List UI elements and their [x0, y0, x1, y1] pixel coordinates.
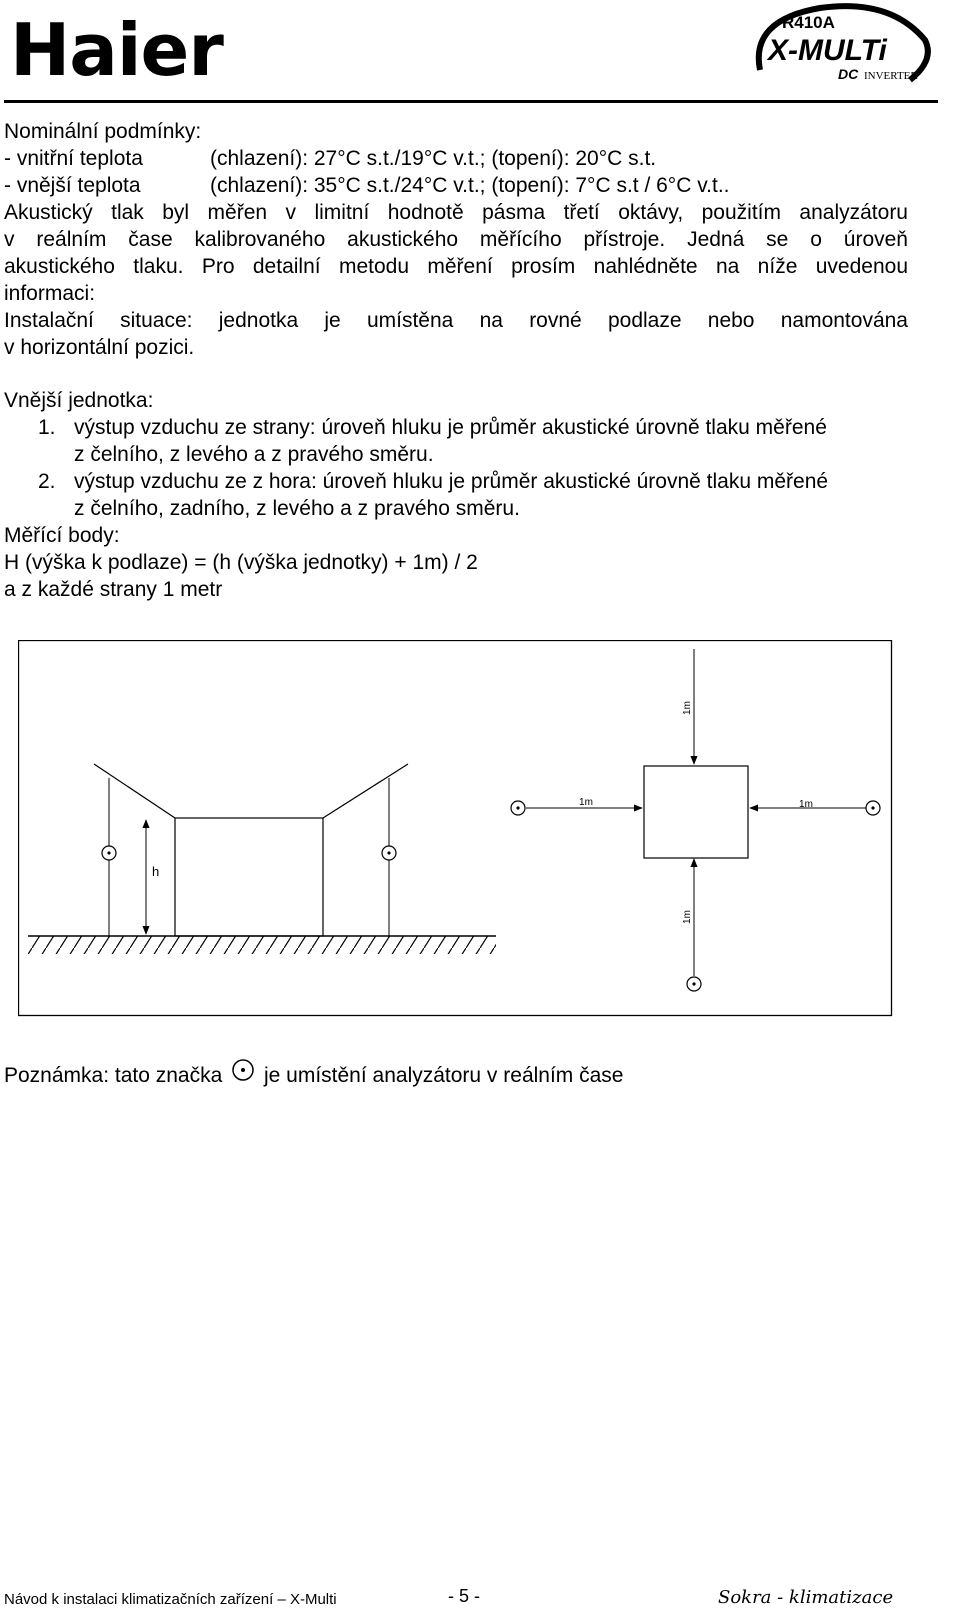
list-item: výstup vzduchu ze z hora: úroveň hluku je průměr akustické úrovně tlaku měřené — [74, 470, 829, 493]
paragraph-line: Instalační situace: jednotka je umístěna na rovné podlaze nebo namontována — [4, 309, 908, 332]
footer-company: Sokra - klimatizace — [718, 1587, 894, 1608]
haier-logo: Haier — [10, 8, 223, 92]
footer-title: Návod k instalaci klimatizačních zařízení – X-Multi — [4, 1591, 337, 1608]
formula: H (výška k podlaze) = (h (výška jednotky) + 1m) / 2 — [4, 551, 478, 574]
header-rule — [4, 100, 938, 103]
each-side-note: a z každé strany 1 metr — [4, 578, 223, 601]
airflow-left — [94, 764, 175, 818]
height-label: h — [152, 864, 160, 879]
outdoor-temp-value: (chlazení): 35°C s.t./24°C v.t.; (topení): 7°C s.t / 6°C v.t.. — [210, 174, 730, 197]
outdoor-unit-side — [175, 818, 323, 936]
list-item-number: 2. — [38, 470, 56, 493]
product-label: X-MULTi — [768, 34, 887, 67]
analyzer-symbol — [511, 801, 525, 815]
list-item: z čelního, zadního, z levého a z pravého směru. — [74, 497, 520, 520]
airflow-right — [323, 764, 408, 818]
outdoor-unit-title: Vnější jednotka: — [4, 389, 154, 412]
analyzer-symbol — [382, 846, 396, 860]
distance-label-left: 1m — [579, 797, 593, 808]
indoor-temp-value: (chlazení): 27°C s.t./19°C v.t.; (topení): 20°C s.t. — [210, 147, 657, 170]
list-item: z čelního, z levého a z pravého směru. — [74, 443, 434, 466]
dc-label: DC — [838, 66, 859, 82]
side-view — [28, 764, 496, 954]
analyzer-note — [4, 1058, 624, 1089]
refrigerant-label: R410A — [782, 13, 835, 32]
top-view — [511, 649, 880, 991]
analyzer-symbol — [866, 801, 880, 815]
points-title: Měřící body: — [4, 524, 120, 547]
indoor-temp-label: - vnitřní teplota — [4, 147, 143, 170]
list-item: výstup vzduchu ze strany: úroveň hluku je průměr akustické úrovně tlaku měřené — [74, 416, 827, 439]
distance-label-top: 1m — [682, 701, 693, 715]
paragraph-line: v reálním čase kalibrovaného akustického měřícího přístroje. Jedná se o úroveň — [4, 228, 908, 251]
list-item-number: 1. — [38, 416, 56, 439]
analyzer-symbol — [687, 977, 701, 991]
outdoor-temp-label: - vnější teplota — [4, 174, 141, 197]
paragraph-line: v horizontální pozici. — [4, 336, 195, 359]
analyzer-symbol — [102, 846, 116, 860]
ground-hatch — [28, 936, 496, 954]
paragraph-line: Akustický tlak byl měřen v limitní hodnotě pásma třetí oktávy, použitím analyzátoru — [4, 201, 908, 224]
note-text-before: Poznámka: tato značka — [4, 1064, 223, 1087]
page-number: - 5 - — [448, 1586, 481, 1606]
paragraph-line: informaci: — [4, 282, 96, 305]
distance-label-right: 1m — [799, 799, 813, 810]
diagram-frame — [19, 641, 892, 1016]
distance-label-bottom: 1m — [682, 910, 693, 924]
inverter-label: INVERTER — [864, 70, 918, 82]
measurement-diagram — [18, 640, 914, 1028]
analyzer-symbol-icon — [230, 1058, 256, 1084]
paragraph-line: akustického tlaku. Pro detailní metodu měření prosím nahlédněte na níže uvedenou — [4, 255, 908, 278]
outdoor-unit-top — [644, 766, 748, 858]
x-multi-logo — [740, 0, 940, 96]
conditions-title: Nominální podmínky: — [4, 120, 202, 143]
note-text-after: je umístění analyzátoru v reálním čase — [263, 1064, 624, 1087]
